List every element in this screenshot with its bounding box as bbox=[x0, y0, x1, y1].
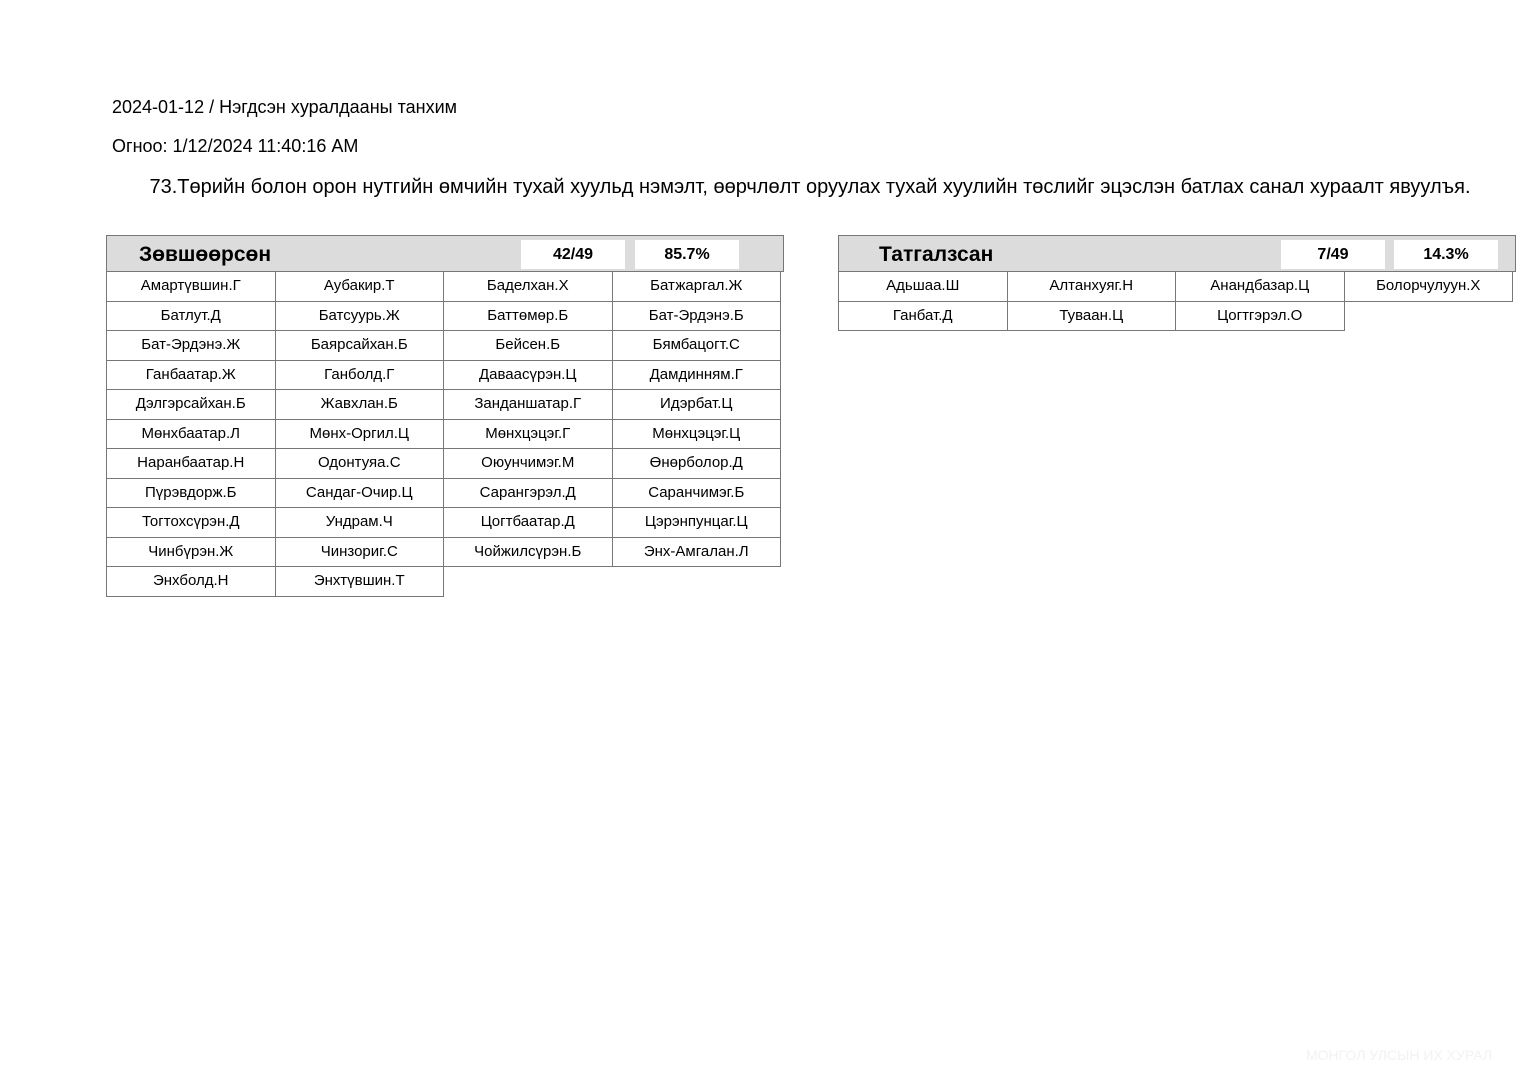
approved-member-name: Оюунчимэг.М bbox=[443, 449, 613, 479]
approved-member-name: Баделхан.Х bbox=[443, 272, 613, 302]
approved-member-name: Баттөмөр.Б bbox=[443, 302, 613, 332]
approved-member-name: Мөнхцэцэг.Г bbox=[443, 420, 613, 450]
rejected-label: Татгалзсан bbox=[879, 243, 994, 266]
approved-member-name: Мөнхбаатар.Л bbox=[106, 420, 276, 450]
approved-member-name: Батлут.Д bbox=[106, 302, 276, 332]
approved-member-name: Өнөрболор.Д bbox=[612, 449, 782, 479]
approved-count: 42/49 bbox=[521, 240, 625, 269]
rejected-member-name: Ганбат.Д bbox=[838, 302, 1008, 332]
agenda-title: 73.Төрийн болон орон нутгийн өмчийн тухай хуульд нэмэлт, өөрчлөлт оруулах тухай хуулийн төслийг эцэслэн батлах санал хураалт явуулъя. bbox=[149, 176, 1471, 198]
approved-member-name: Баярсайхан.Б bbox=[275, 331, 445, 361]
rejected-member-name: Алтанхуяг.Н bbox=[1007, 272, 1177, 302]
watermark: МОНГОЛ УЛСЫН ИХ ХУРАЛ bbox=[1306, 1047, 1493, 1063]
approved-member-name: Батжаргал.Ж bbox=[612, 272, 782, 302]
approved-names-grid bbox=[106, 272, 784, 597]
approved-member-name: Ганболд.Г bbox=[275, 361, 445, 391]
approved-member-name: Ундрам.Ч bbox=[275, 508, 445, 538]
approved-member-name: Мөнхцэцэг.Ц bbox=[612, 420, 782, 450]
approved-member-name: Энх-Амгалан.Л bbox=[612, 538, 782, 568]
approved-member-name: Идэрбат.Ц bbox=[612, 390, 782, 420]
approved-member-name: Чинбүрэн.Ж bbox=[106, 538, 276, 568]
approved-member-name: Бат-Эрдэнэ.Ж bbox=[106, 331, 276, 361]
rejected-member-name: Анандбазар.Ц bbox=[1175, 272, 1345, 302]
approved-member-name: Даваасүрэн.Ц bbox=[443, 361, 613, 391]
approved-member-name: Чинзориг.С bbox=[275, 538, 445, 568]
approved-member-name: Энхтүвшин.Т bbox=[275, 567, 445, 597]
approved-member-name: Занданшатар.Г bbox=[443, 390, 613, 420]
rejected-header bbox=[838, 235, 1516, 272]
approved-member-name: Саранчимэг.Б bbox=[612, 479, 782, 509]
approved-member-name: Энхболд.Н bbox=[106, 567, 276, 597]
rejected-member-name: Болорчулуун.Х bbox=[1344, 272, 1514, 302]
vote-timestamp: Огноо: 1/12/2024 11:40:16 AM bbox=[112, 136, 359, 156]
approved-member-name: Дамдинням.Г bbox=[612, 361, 782, 391]
approved-member-name: Пүрэвдорж.Б bbox=[106, 479, 276, 509]
approved-member-name: Наранбаатар.Н bbox=[106, 449, 276, 479]
approved-member-name: Одонтуяа.С bbox=[275, 449, 445, 479]
approved-header bbox=[106, 235, 784, 272]
session-date-hall: 2024-01-12 / Нэгдсэн хуралдааны танхим bbox=[112, 97, 457, 117]
approved-panel bbox=[106, 235, 784, 597]
approved-percent: 85.7% bbox=[635, 240, 739, 269]
approved-member-name: Цэрэнпунцаг.Ц bbox=[612, 508, 782, 538]
approved-member-name: Сандаг-Очир.Ц bbox=[275, 479, 445, 509]
rejected-panel bbox=[838, 235, 1516, 331]
approved-member-name: Аубакир.Т bbox=[275, 272, 445, 302]
rejected-percent: 14.3% bbox=[1394, 240, 1498, 269]
approved-member-name: Бат-Эрдэнэ.Б bbox=[612, 302, 782, 332]
approved-member-name: Жавхлан.Б bbox=[275, 390, 445, 420]
rejected-count: 7/49 bbox=[1281, 240, 1385, 269]
approved-member-name: Сарангэрэл.Д bbox=[443, 479, 613, 509]
approved-member-name: Батсуурь.Ж bbox=[275, 302, 445, 332]
approved-member-name: Бейсен.Б bbox=[443, 331, 613, 361]
approved-member-name: Мөнх-Оргил.Ц bbox=[275, 420, 445, 450]
approved-member-name: Амартүвшин.Г bbox=[106, 272, 276, 302]
approved-member-name: Бямбацогт.С bbox=[612, 331, 782, 361]
approved-member-name: Дэлгэрсайхан.Б bbox=[106, 390, 276, 420]
rejected-member-name: Адьшаа.Ш bbox=[838, 272, 1008, 302]
rejected-member-name: Цогтгэрэл.О bbox=[1175, 302, 1345, 332]
approved-member-name: Тогтохсүрэн.Д bbox=[106, 508, 276, 538]
approved-member-name: Цогтбаатар.Д bbox=[443, 508, 613, 538]
rejected-member-name: Туваан.Ц bbox=[1007, 302, 1177, 332]
approved-label: Зөвшөөрсөн bbox=[139, 243, 272, 266]
approved-member-name: Ганбаатар.Ж bbox=[106, 361, 276, 391]
approved-member-name: Чойжилсүрэн.Б bbox=[443, 538, 613, 568]
rejected-names-grid bbox=[838, 272, 1516, 331]
